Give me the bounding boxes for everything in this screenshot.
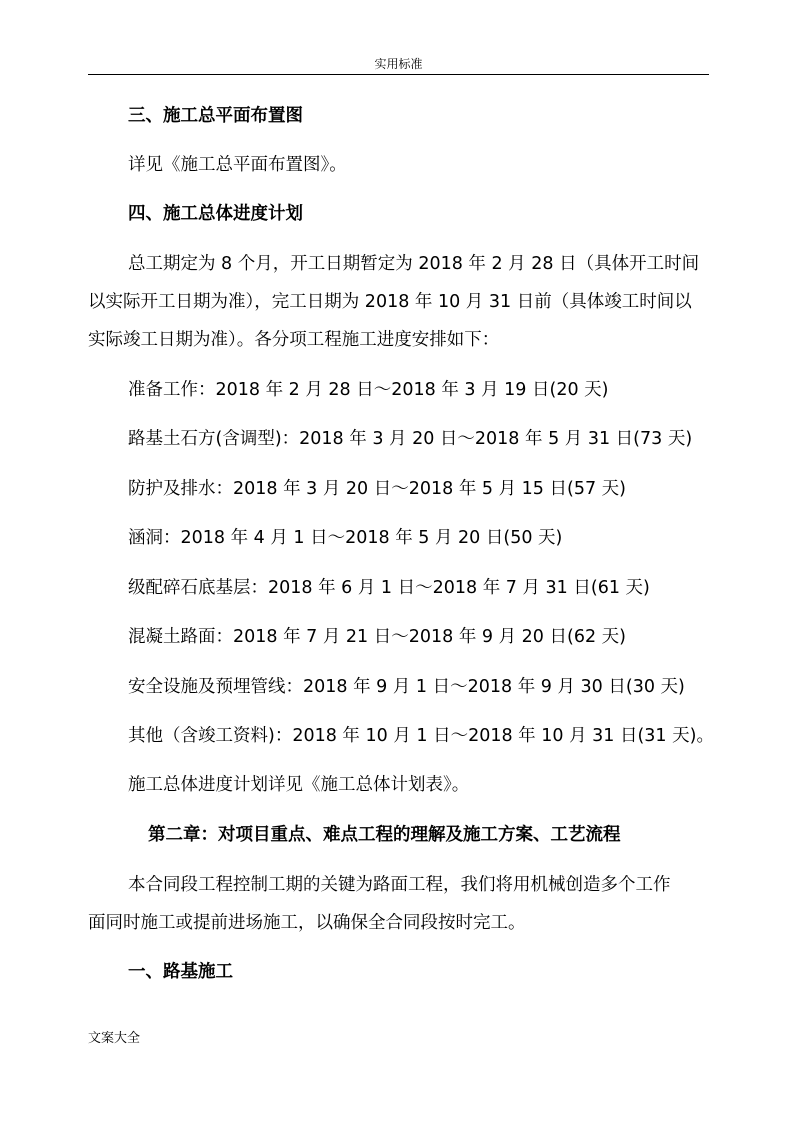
schedule-item-subbase: 级配碎石底基层：2018 年 6 月 1 日～2018 年 7 月 31 日(61 天) [128,578,650,598]
schedule-item-preparation: 准备工作：2018 年 2 月 28 日～2018 年 3 月 19 日(20 天) [128,380,609,400]
schedule-item-culvert: 涵洞：2018 年 4 月 1 日～2018 年 5 月 20 日(50 天) [128,528,563,548]
schedule-note: 施工总体进度计划详见《施工总体计划表》。 [128,775,470,795]
schedule-item-other: 其他（含竣工资料)：2018 年 10 月 1 日～2018 年 10 月 31 日(31 天)。 [128,726,714,746]
para1-line3: 实际竣工日期为准）。各分项工程施工进度安排如下： [88,330,500,350]
subsection1-heading: 一、路基施工 [128,962,233,982]
schedule-item-earthwork: 路基土石方(含调型)：2018 年 3 月 20 日～2018 年 5 月 31 日(73 天) [128,429,693,449]
para1-line2: 以实际开工日期为准），完工日期为 2018 年 10 月 31 日前（具体竣工时间以 [88,292,692,312]
schedule-item-drainage: 防护及排水：2018 年 3 月 20 日～2018 年 5 月 15 日(57 天) [128,479,626,499]
section3-text: 详见《施工总平面布置图》。 [128,155,347,175]
header-rule [88,74,709,75]
section3-heading: 三、施工总平面布置图 [128,106,303,126]
schedule-item-safety: 安全设施及预埋管线：2018 年 9 月 1 日～2018 年 9 月 30 日(30 天) [128,677,685,697]
chapter2-heading: 第二章：对项目重点、难点工程的理解及施工方案、工艺流程 [148,825,621,845]
page-header: 实用标准 [374,57,423,71]
schedule-item-pavement: 混凝土路面：2018 年 7 月 21 日～2018 年 9 月 20 日(62 天) [128,627,626,647]
para2-line1: 本合同段工程控制工期的关键为路面工程，我们将用机械创造多个工作 [128,875,671,895]
para2-line2: 面同时施工或提前进场施工，以确保全合同段按时完工。 [88,913,526,933]
section4-heading: 四、施工总体进度计划 [128,204,303,224]
para1-line1: 总工期定为 8 个月，开工日期暂定为 2018 年 2 月 28 日（具体开工时间 [128,254,700,274]
page-footer: 文案大全 [88,1031,141,1046]
